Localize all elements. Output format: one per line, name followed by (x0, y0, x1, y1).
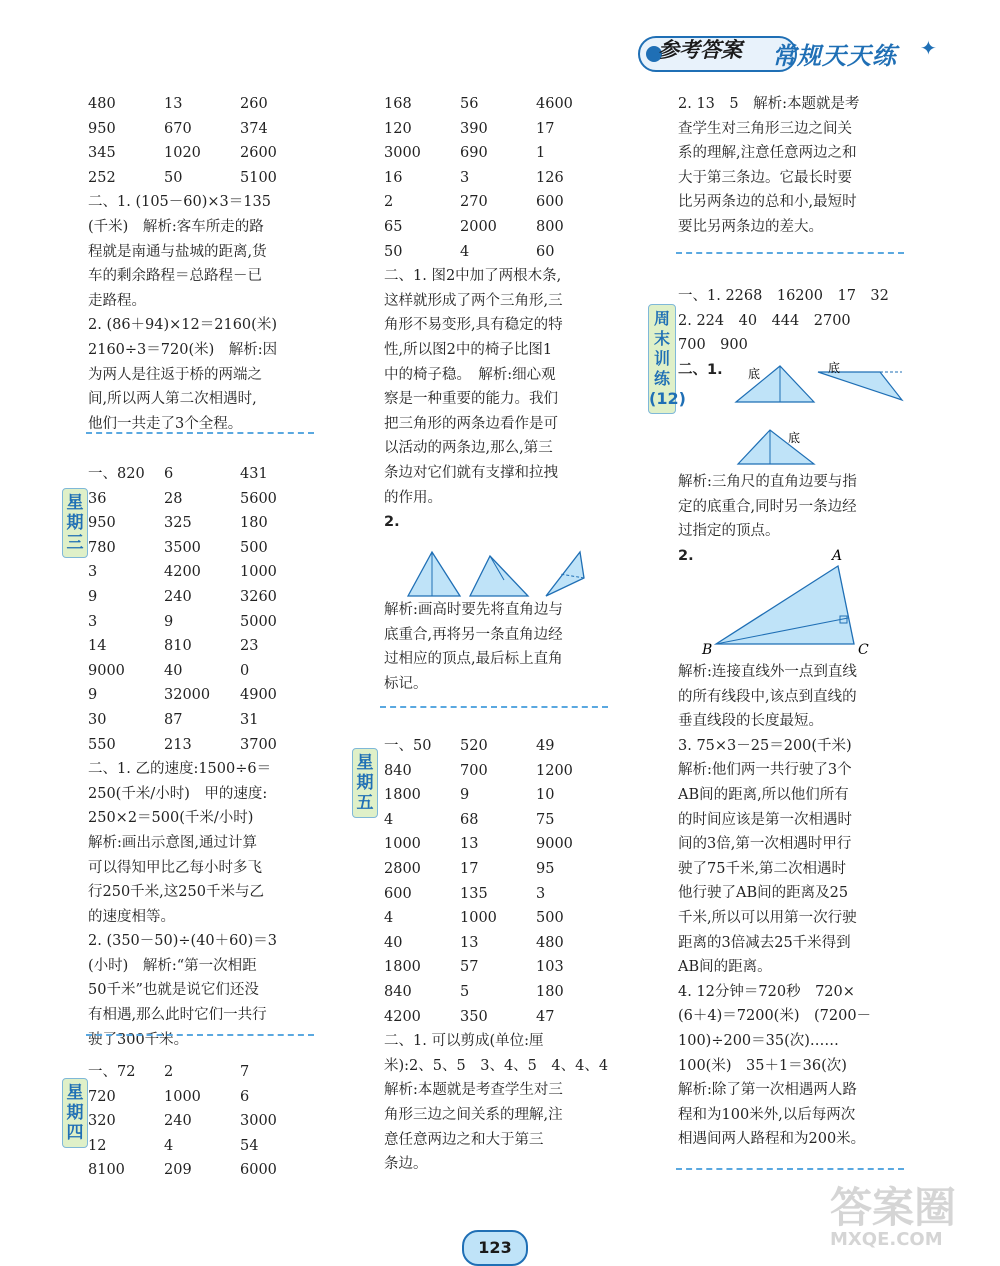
divider (86, 1034, 314, 1036)
text-line: 相遇间两人路程和为200米。 (678, 1131, 866, 1148)
page-number: 123 (462, 1230, 528, 1266)
table-cell: 3000 (384, 145, 421, 162)
table-row (384, 931, 624, 956)
table-cell: 135 (460, 885, 488, 902)
table-row (384, 783, 624, 808)
table-cell: 17 (460, 860, 479, 877)
table-cell: 3 (88, 613, 98, 630)
text-line: 2. 224 40 444 2700 (678, 312, 851, 329)
text-line: AB间的距离,所以他们所有 (678, 786, 849, 803)
table-cell: 7 (240, 1064, 250, 1080)
text-line: 角形三边之间关系的理解,注 (384, 1106, 563, 1123)
col3-q2-label: 2. (678, 547, 694, 564)
column-3-rest (678, 660, 918, 1152)
text-line: 中的椅子稳。 解析:细心观 (384, 366, 556, 383)
table-cell: 4200 (384, 1008, 421, 1025)
base-label: 底 (828, 361, 841, 375)
table-cell: 600 (536, 194, 564, 211)
table-cell: 9 (88, 588, 98, 605)
table-cell: 17 (536, 120, 555, 137)
table-cell: 30 (88, 711, 107, 728)
table-cell: 270 (460, 194, 488, 211)
col2-fri-part2 (384, 1029, 624, 1177)
table-cell: 49 (536, 738, 555, 754)
text-line: 查学生对三角形三边之间关 (678, 120, 852, 137)
table-row (88, 141, 328, 166)
table-row (384, 808, 624, 833)
text-line: 解析:三角尺的直角边要与指 (678, 474, 857, 490)
text-line: 性,所以图2中的椅子比图1 (384, 341, 553, 358)
table-cell: 240 (164, 588, 192, 605)
text-line: 有相遇,那么此时它们一共行 (88, 1007, 267, 1024)
table-cell: 13 (164, 96, 183, 112)
triangle-b (818, 372, 902, 400)
watermark-sub: MXQE.COM (830, 1229, 943, 1250)
table-cell: 120 (384, 120, 412, 137)
table-cell: 3260 (240, 588, 277, 605)
table-row (384, 190, 624, 215)
table-cell: 800 (536, 218, 564, 235)
text-line: 100(米) 35＋1＝36(次) (678, 1057, 847, 1074)
table-cell: 550 (88, 736, 116, 753)
divider (380, 706, 608, 708)
text-line: 比另两条边的总和小,最短时 (678, 194, 857, 211)
table-cell: 350 (460, 1008, 488, 1025)
table-cell: 1800 (384, 787, 421, 804)
tag-thursday: 星期四 (62, 1078, 88, 1148)
table-cell: 700 (460, 762, 488, 779)
table-cell: 374 (240, 120, 268, 137)
text-line: 底重合,再将另一条直角边经 (384, 626, 563, 643)
table-cell: 54 (240, 1137, 259, 1154)
table-row (384, 857, 624, 882)
text-line: 二、1. 乙的速度:1500÷6＝ (88, 761, 272, 778)
table-cell: 6000 (240, 1162, 277, 1179)
table-cell: 40 (384, 934, 403, 951)
height-figures (404, 548, 604, 604)
text-line: AB间的距离。 (678, 959, 772, 976)
table-cell: 9000 (88, 662, 125, 679)
table-cell: 252 (88, 169, 116, 186)
text-line: 以活动的两条边,那么,第三 (384, 440, 553, 457)
table-row (384, 215, 624, 240)
header-title-left: 参考答案 (658, 38, 742, 62)
table-cell: 950 (88, 515, 116, 532)
text-line: 察是一种重要的能力。我们 (384, 391, 558, 408)
table-row (88, 585, 328, 610)
text-line: (小时) 解析:“第一次相距 (88, 957, 257, 974)
table-cell: 5100 (240, 169, 277, 186)
table-row (88, 462, 328, 487)
table-row (384, 980, 624, 1005)
text-line: 为两人是往返于桥的两端之 (88, 366, 262, 383)
table-cell: 720 (88, 1088, 116, 1105)
table-cell: 390 (460, 120, 488, 137)
table-cell: 780 (88, 539, 116, 556)
table-cell: 6 (240, 1088, 250, 1105)
header-title-right: 常规天天练 (772, 42, 897, 70)
table-cell: 50 (164, 169, 183, 186)
text-line: 条边。 (384, 1156, 428, 1173)
table-cell: 1000 (240, 564, 277, 581)
col1-wed-table (88, 462, 328, 757)
table-row (384, 240, 624, 265)
text-line: (千米) 解析:客车所走的路 (88, 218, 264, 235)
table-cell: 2 (164, 1064, 174, 1080)
table-row (88, 536, 328, 561)
table-cell: 一、820 (88, 466, 145, 482)
text-line: (6＋4)＝7200(米) (7200－ (678, 1008, 872, 1025)
text-line: 的作用。 (384, 489, 442, 506)
table-cell: 1000 (164, 1088, 201, 1105)
text-line: 间,所以两人第二次相遇时, (88, 391, 257, 408)
col2-q2-label: 2. (384, 514, 400, 531)
table-cell: 一、72 (88, 1064, 136, 1080)
col3-q2-expl (678, 660, 918, 734)
table-cell: 3000 (240, 1113, 277, 1130)
table-cell: 320 (88, 1113, 116, 1130)
text-line: 解析:他们两一共行驶了3个 (678, 762, 852, 779)
table-row (88, 610, 328, 635)
table-cell: 1020 (164, 145, 201, 162)
triangle-base-diagram (730, 360, 910, 470)
col3-part2-label: 二、1. (678, 361, 723, 378)
table-cell: 3 (460, 169, 470, 186)
text-line: 可以得知甲比乙每小时多飞 (88, 859, 262, 876)
table-cell: 32000 (164, 687, 211, 704)
table-row (384, 832, 624, 857)
table-cell: 3 (88, 564, 98, 581)
table-cell: 1 (536, 145, 546, 162)
table-row (384, 759, 624, 784)
text-line: 系的理解,注意任意两边之和 (678, 145, 857, 162)
table-cell: 16 (384, 169, 403, 186)
col1-wed-part2 (88, 757, 328, 1052)
table-cell: 325 (164, 515, 192, 532)
table-cell: 4 (164, 1137, 174, 1154)
table-cell: 9 (460, 787, 470, 804)
text-line: 2. 13 5 解析:本题就是考 (678, 96, 860, 112)
table-cell: 4200 (164, 564, 201, 581)
table-cell: 180 (240, 515, 268, 532)
base-label: 底 (748, 367, 761, 381)
table-cell: 1800 (384, 959, 421, 976)
col1-thu-table (88, 1060, 328, 1183)
table-cell: 690 (460, 145, 488, 162)
text-line: 米):2、5、5 3、4、5 4、4、4 (384, 1057, 609, 1074)
text-line: 条边对它们就有支撑和拉拽 (384, 464, 558, 481)
table-cell: 50 (384, 243, 403, 260)
table-cell: 209 (164, 1162, 192, 1179)
table-cell: 500 (536, 910, 564, 927)
table-row (88, 117, 328, 142)
col1-part2 (88, 190, 328, 436)
text-line: 车的剩余路程＝总路程－已 (88, 268, 262, 285)
table-row (384, 141, 624, 166)
table-cell: 57 (460, 959, 479, 976)
text-line: 驶了300千米。 (88, 1031, 189, 1048)
table-cell: 3 (536, 885, 546, 902)
text-line: 走路程。 (88, 292, 146, 309)
table-cell: 240 (164, 1113, 192, 1130)
table-cell: 5600 (240, 490, 277, 507)
text-line: 他们一共走了3个全程。 (88, 415, 243, 432)
text-line: 二、1. 可以剪成(单位:厘 (384, 1033, 544, 1050)
text-line: 解析:画高时要先将直角边与 (384, 602, 563, 618)
table-cell: 56 (460, 96, 479, 112)
table-cell: 9000 (536, 836, 573, 853)
table-cell: 2000 (460, 218, 497, 235)
table-cell: 4 (384, 910, 394, 927)
table-row (88, 511, 328, 536)
text-line: 解析:画出示意图,通过计算 (88, 834, 257, 851)
col2-top-table (384, 92, 624, 264)
table-cell: 47 (536, 1008, 555, 1025)
text-line: 3. 75×3－25＝200(千米) (678, 737, 852, 754)
text-line: 驶了75千米,第二次相遇时 (678, 860, 847, 877)
text-line: 这样就形成了两个三角形,三 (384, 292, 563, 309)
text-line: 解析:除了第一次相遇两人路 (678, 1082, 857, 1099)
perpendicular-figure (700, 546, 920, 662)
table-row (88, 1134, 328, 1159)
text-line: 解析:本题就是考查学生对三 (384, 1082, 563, 1099)
point-c: C (858, 642, 869, 658)
table-cell: 4 (384, 811, 394, 828)
table-row (384, 734, 624, 759)
table-cell: 2 (384, 194, 394, 211)
table-row (88, 560, 328, 585)
table-cell: 68 (460, 811, 479, 828)
tag-weekend: 周末训练(12) (648, 304, 676, 414)
text-line: 行250千米,这250千米与乙 (88, 884, 264, 901)
watermark (830, 1175, 990, 1255)
table-cell: 3500 (164, 539, 201, 556)
text-line: 他行驶了AB间的距离及25 (678, 885, 849, 902)
text-line: 100)÷200＝35(次)…… (678, 1032, 839, 1049)
col3-part2-expl (678, 470, 918, 544)
base-label: 底 (788, 431, 801, 445)
table-cell: 一、50 (384, 738, 432, 754)
column-1 (88, 92, 328, 436)
table-cell: 65 (384, 218, 403, 235)
text-line: 程就是南通与盐城的距离,货 (88, 243, 267, 260)
table-cell: 840 (384, 983, 412, 1000)
text-line: 50千米”也就是说它们还没 (88, 982, 259, 999)
table-cell: 23 (240, 638, 259, 655)
table-cell: 6 (164, 466, 174, 482)
col2-fri-table (384, 734, 624, 1029)
text-line: 过相应的顶点,最后标上直角 (384, 651, 563, 668)
table-cell: 480 (88, 96, 116, 112)
table-row (384, 92, 624, 117)
star-icon: ✦ (920, 36, 937, 60)
divider (86, 432, 314, 434)
column-1-thu (88, 1060, 328, 1183)
table-row (88, 166, 328, 191)
table-cell: 13 (460, 836, 479, 853)
tag-friday: 星期五 (352, 748, 378, 818)
table-cell: 28 (164, 490, 183, 507)
text-line: 过指定的顶点。 (678, 523, 780, 540)
text-line: 250(千米/小时) 甲的速度: (88, 785, 268, 802)
point-b: B (702, 642, 713, 658)
col3-weekend-part1 (678, 284, 918, 358)
text-line: 标记。 (384, 675, 428, 692)
table-row (384, 882, 624, 907)
table-cell: 431 (240, 466, 268, 482)
divider (676, 252, 904, 254)
table-row (88, 634, 328, 659)
table-cell: 1000 (460, 910, 497, 927)
table-row (88, 1158, 328, 1183)
table-cell: 260 (240, 96, 268, 112)
text-line: 的时间应该是第一次相遇时 (678, 811, 852, 828)
text-line: 的速度相等。 (88, 908, 175, 925)
text-line: 700 900 (678, 337, 748, 354)
triangle-c (738, 430, 814, 464)
table-cell: 40 (164, 662, 183, 679)
table-cell: 600 (384, 885, 412, 902)
text-line: 2. (86＋94)×12＝2160(米) (88, 317, 277, 334)
column-2 (384, 92, 624, 535)
col2-q2-expl (384, 598, 624, 696)
table-cell: 180 (536, 983, 564, 1000)
text-line: 垂直线段的长度最短。 (678, 713, 823, 730)
table-cell: 3700 (240, 736, 277, 753)
tag-wednesday: 星期三 (62, 488, 88, 558)
table-row (384, 117, 624, 142)
column-3 (678, 92, 918, 240)
table-cell: 4600 (536, 96, 573, 112)
divider (676, 1168, 904, 1170)
table-cell: 103 (536, 959, 564, 976)
table-cell: 810 (164, 638, 192, 655)
table-cell: 10 (536, 787, 555, 804)
triangle-abc (716, 566, 854, 644)
table-cell: 31 (240, 711, 259, 728)
text-line: 大于第三条边。它最长时要 (678, 169, 852, 186)
column-2-expl (384, 598, 624, 696)
table-row (88, 1085, 328, 1110)
table-cell: 4900 (240, 687, 277, 704)
column-1-wed (88, 462, 328, 1052)
triangle-2 (470, 556, 528, 596)
text-line: 解析:连接直线外一点到直线 (678, 664, 857, 680)
triangle-abc-diagram (700, 546, 920, 658)
text-line: 意任意两边之和大于第三 (384, 1131, 544, 1148)
table-cell: 8100 (88, 1162, 125, 1179)
table-cell: 9 (164, 613, 174, 630)
table-cell: 14 (88, 638, 107, 655)
table-cell: 480 (536, 934, 564, 951)
table-row (384, 955, 624, 980)
table-row (88, 92, 328, 117)
table-cell: 9 (88, 687, 98, 704)
table-cell: 95 (536, 860, 555, 877)
text-line: 距离的3倍减去25千米得到 (678, 934, 851, 951)
table-cell: 520 (460, 738, 488, 754)
base-triangles (730, 360, 910, 474)
col1-top-table (88, 92, 328, 190)
table-row (88, 733, 328, 758)
col3-rest (678, 734, 918, 1152)
table-row (88, 1060, 328, 1085)
triangle-3 (546, 552, 584, 596)
table-cell: 13 (460, 934, 479, 951)
table-cell: 75 (536, 811, 555, 828)
text-line: 二、1. (105－60)×3＝135 (88, 194, 271, 211)
table-cell: 4 (460, 243, 470, 260)
table-cell: 36 (88, 490, 107, 507)
table-row (88, 487, 328, 512)
point-a: A (832, 548, 843, 564)
text-line: 2160÷3＝720(米) 解析:因 (88, 341, 278, 358)
table-cell: 1000 (384, 836, 421, 853)
table-row (88, 1109, 328, 1134)
text-line: 程和为100米外,以后每两次 (678, 1106, 856, 1123)
col3-top (678, 92, 918, 240)
text-line: 千米,所以可以用第一次行驶 (678, 909, 857, 926)
table-row (384, 906, 624, 931)
triangle-height-diagram (404, 548, 604, 600)
table-cell: 5 (460, 983, 470, 1000)
text-line: 把三角形的两条边看作是可 (384, 415, 558, 432)
table-cell: 12 (88, 1137, 107, 1154)
table-cell: 87 (164, 711, 183, 728)
table-cell: 670 (164, 120, 192, 137)
table-cell: 0 (240, 662, 250, 679)
table-cell: 2600 (240, 145, 277, 162)
text-line: 间的3倍,第一次相遇时甲行 (678, 836, 852, 853)
text-line: 的所有线段中,该点到直线的 (678, 688, 857, 705)
text-line: 要比另两条边的差大。 (678, 218, 823, 235)
table-row (88, 659, 328, 684)
text-line: 一、1. 2268 16200 17 32 (678, 288, 889, 304)
table-cell: 950 (88, 120, 116, 137)
table-cell: 168 (384, 96, 412, 112)
page-header (628, 30, 958, 74)
table-row (88, 708, 328, 733)
table-row (384, 1005, 624, 1030)
table-row (384, 166, 624, 191)
text-line: 4. 12分钟＝720秒 720× (678, 983, 855, 1000)
text-line: 角形不易变形,具有稳定的特 (384, 317, 563, 334)
triangle-1 (408, 552, 460, 596)
table-cell: 2800 (384, 860, 421, 877)
text-line: 2. (350－50)÷(40＋60)＝3 (88, 933, 277, 950)
table-cell: 840 (384, 762, 412, 779)
table-cell: 345 (88, 145, 116, 162)
text-line: 二、1. 图2中加了两根木条, (384, 268, 562, 285)
table-row (88, 683, 328, 708)
watermark-main: 答案圈 (830, 1183, 957, 1232)
col2-part2 (384, 264, 624, 510)
column-2-fri (384, 734, 624, 1177)
table-cell: 5000 (240, 613, 277, 630)
table-cell: 126 (536, 169, 564, 186)
table-cell: 500 (240, 539, 268, 556)
table-cell: 60 (536, 243, 555, 260)
table-cell: 1200 (536, 762, 573, 779)
table-cell: 213 (164, 736, 192, 753)
text-line: 定的底重合,同时另一条边经 (678, 498, 857, 515)
text-line: 250×2＝500(千米/小时) (88, 810, 254, 827)
